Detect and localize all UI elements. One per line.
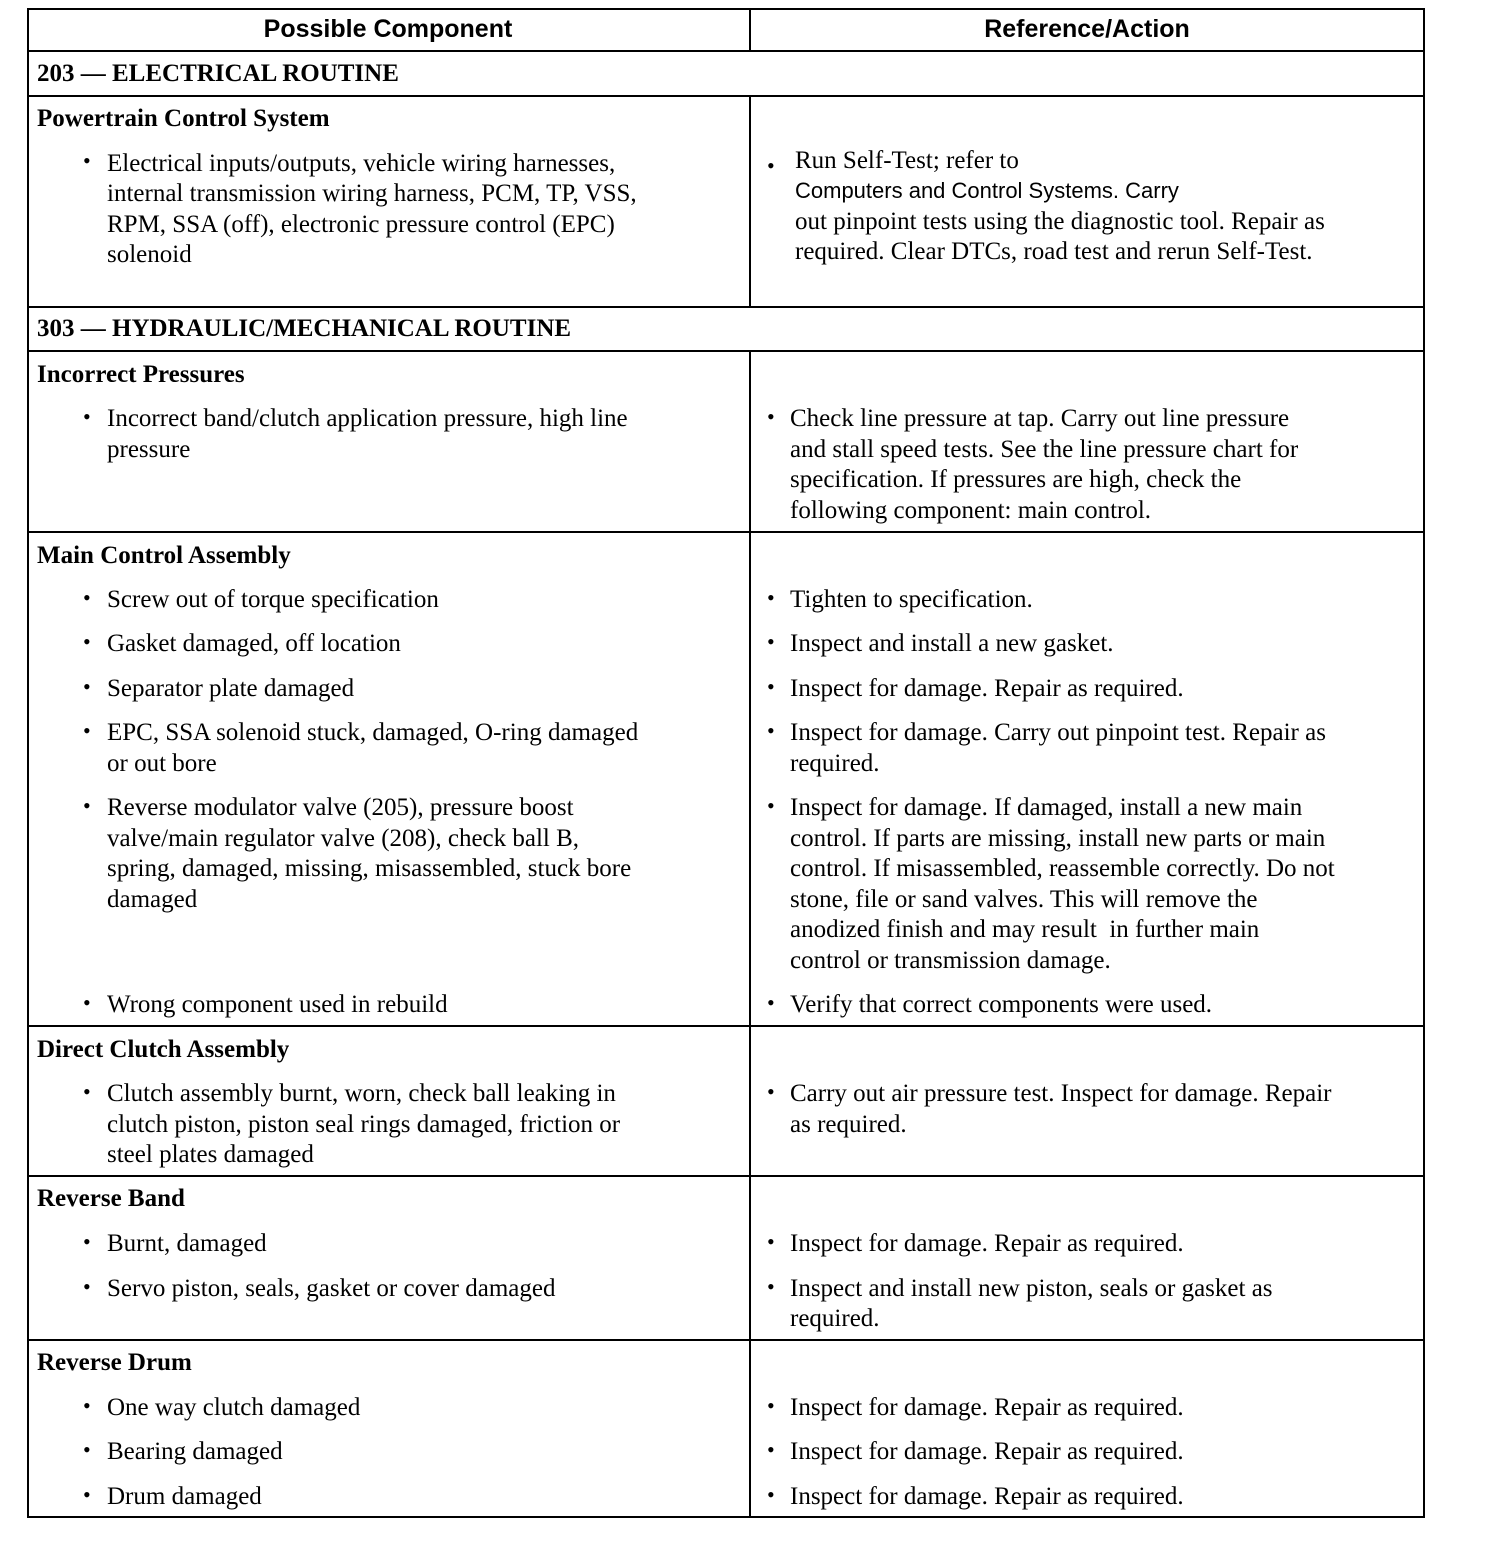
action-line: Inspect and install new piston, seals or gasket as [790, 1275, 1273, 1302]
column-divider [749, 95, 751, 308]
table-border-left [27, 8, 29, 1518]
action-line: control. If parts are missing, install new parts or main [790, 825, 1326, 852]
bullet-icon: • [83, 1482, 91, 1507]
action-line: following component: main control. [790, 497, 1152, 524]
group-title: Powertrain Control System [37, 105, 330, 132]
component-line: Incorrect band/clutch application pressure, high line [107, 405, 628, 432]
action-line: Tighten to specification. [790, 586, 1033, 613]
action-line: control or transmission damage. [790, 947, 1111, 974]
bullet-icon: • [767, 1079, 775, 1104]
action-line: specification. If pressures are high, check the [790, 466, 1242, 493]
bullet-icon: • [83, 793, 91, 818]
action-line: Inspect and install a new gasket. [790, 630, 1114, 657]
component-line: or out bore [107, 750, 217, 777]
action-line: Inspect for damage. Repair as required. [790, 675, 1184, 702]
action-line: as required. [790, 1111, 907, 1138]
action-line: stone, file or sand valves. This will remove the [790, 886, 1258, 913]
bullet-icon: • [83, 990, 91, 1015]
component-line: pressure [107, 436, 191, 463]
bullet-icon: • [767, 585, 775, 610]
action-line: anodized finish and may result in further main [790, 916, 1260, 943]
action-line: control. If misassembled, reassemble correctly. Do not [790, 855, 1335, 882]
component-line: Gasket damaged, off location [107, 630, 401, 657]
bullet-icon: • [767, 793, 775, 818]
group-divider [27, 1025, 1425, 1027]
action-line: out pinpoint tests using the diagnostic tool. Repair as [795, 208, 1325, 235]
component-line: Bearing damaged [107, 1438, 283, 1465]
bullet-icon: • [83, 585, 91, 610]
diagnosis-table [27, 8, 1425, 1518]
action-reference: Computers and Control Systems. Carry [795, 178, 1179, 203]
action-line: Run Self-Test; refer to [795, 147, 1019, 174]
action-line: Verify that correct components were used. [790, 991, 1213, 1018]
action-line: Check line pressure at tap. Carry out line pressure [790, 405, 1290, 432]
column-header-component: Possible Component [263, 15, 513, 43]
action-line: required. Clear DTCs, road test and rerun Self-Test. [795, 238, 1313, 265]
bullet-icon: • [767, 404, 775, 429]
component-line: Servo piston, seals, gasket or cover damaged [107, 1275, 556, 1302]
bullet-icon: • [767, 1274, 775, 1299]
table-border-right [1423, 8, 1425, 1518]
table-border-top [27, 8, 1425, 10]
bullet-icon: • [767, 1437, 775, 1462]
component-line: RPM, SSA (off), electronic pressure control (EPC) [107, 211, 615, 238]
component-line: One way clutch damaged [107, 1394, 361, 1421]
bullet-icon: • [83, 674, 91, 699]
component-line: clutch piston, piston seal rings damaged, friction or [107, 1111, 621, 1138]
bullet-icon: • [83, 1437, 91, 1462]
action-line: Inspect for damage. If damaged, install a new main [790, 794, 1303, 821]
bullet-icon: • [767, 1482, 775, 1507]
component-line: EPC, SSA solenoid stuck, damaged, O-ring damaged [107, 719, 639, 746]
group-title: Main Control Assembly [37, 542, 291, 569]
group-title: Direct Clutch Assembly [37, 1036, 290, 1063]
group-title: Incorrect Pressures [37, 361, 245, 388]
bullet-icon: • [83, 148, 91, 173]
bullet-icon: • [83, 718, 91, 743]
bullet-icon: • [83, 1274, 91, 1299]
component-line: spring, damaged, missing, misassembled, stuck bore [107, 855, 632, 882]
action-line: required. [790, 1305, 880, 1332]
section-divider [27, 95, 1425, 97]
component-line: Separator plate damaged [107, 675, 355, 702]
component-line: solenoid [107, 241, 192, 268]
component-line: damaged [107, 886, 198, 913]
action-line: Inspect for damage. Repair as required. [790, 1483, 1184, 1510]
action-line: Inspect for damage. Repair as required. [790, 1230, 1184, 1257]
table-border-bottom [27, 1516, 1425, 1518]
bullet-icon: • [83, 1393, 91, 1418]
section-divider [27, 306, 1425, 308]
column-header-action: Reference/Action [984, 15, 1190, 43]
bullet-icon: • [767, 1229, 775, 1254]
action-line: Carry out air pressure test. Inspect for damage. Repair [790, 1080, 1332, 1107]
action-line: Inspect for damage. Carry out pinpoint test. Repair as [790, 719, 1326, 746]
component-line: Clutch assembly burnt, worn, check ball leaking in [107, 1080, 616, 1107]
group-divider [27, 1339, 1425, 1341]
action-line: and stall speed tests. See the line pressure chart for [790, 436, 1299, 463]
bullet-icon: • [767, 674, 775, 699]
bullet-icon: • [767, 629, 775, 654]
bullet-icon: • [767, 153, 775, 178]
action-line: Inspect for damage. Repair as required. [790, 1438, 1184, 1465]
component-line: steel plates damaged [107, 1141, 314, 1168]
header-divider [27, 50, 1425, 52]
component-line: Reverse modulator valve (205), pressure boost [107, 794, 574, 821]
component-line: valve/main regulator valve (208), check ball B, [107, 825, 580, 852]
component-line: internal transmission wiring harness, PCM, TP, VSS, [107, 180, 637, 207]
group-title: Reverse Band [37, 1185, 185, 1212]
component-line: Screw out of torque specification [107, 586, 439, 613]
section-title: 303 — HYDRAULIC/MECHANICAL ROUTINE [37, 315, 572, 342]
bullet-icon: • [83, 404, 91, 429]
component-line: Drum damaged [107, 1483, 262, 1510]
action-line: required. [790, 750, 880, 777]
bullet-icon: • [83, 629, 91, 654]
action-line: Inspect for damage. Repair as required. [790, 1394, 1184, 1421]
bullet-icon: • [767, 718, 775, 743]
column-divider [749, 350, 751, 1518]
section-divider [27, 350, 1425, 352]
bullet-icon: • [767, 1393, 775, 1418]
component-line: Burnt, damaged [107, 1230, 267, 1257]
component-line: Wrong component used in rebuild [107, 991, 448, 1018]
group-title: Reverse Drum [37, 1349, 192, 1376]
component-line: Electrical inputs/outputs, vehicle wiring harnesses, [107, 150, 616, 177]
bullet-icon: • [83, 1229, 91, 1254]
group-divider [27, 1175, 1425, 1177]
bullet-icon: • [767, 990, 775, 1015]
group-divider [27, 531, 1425, 533]
section-title: 203 — ELECTRICAL ROUTINE [37, 60, 399, 87]
bullet-icon: • [83, 1079, 91, 1104]
